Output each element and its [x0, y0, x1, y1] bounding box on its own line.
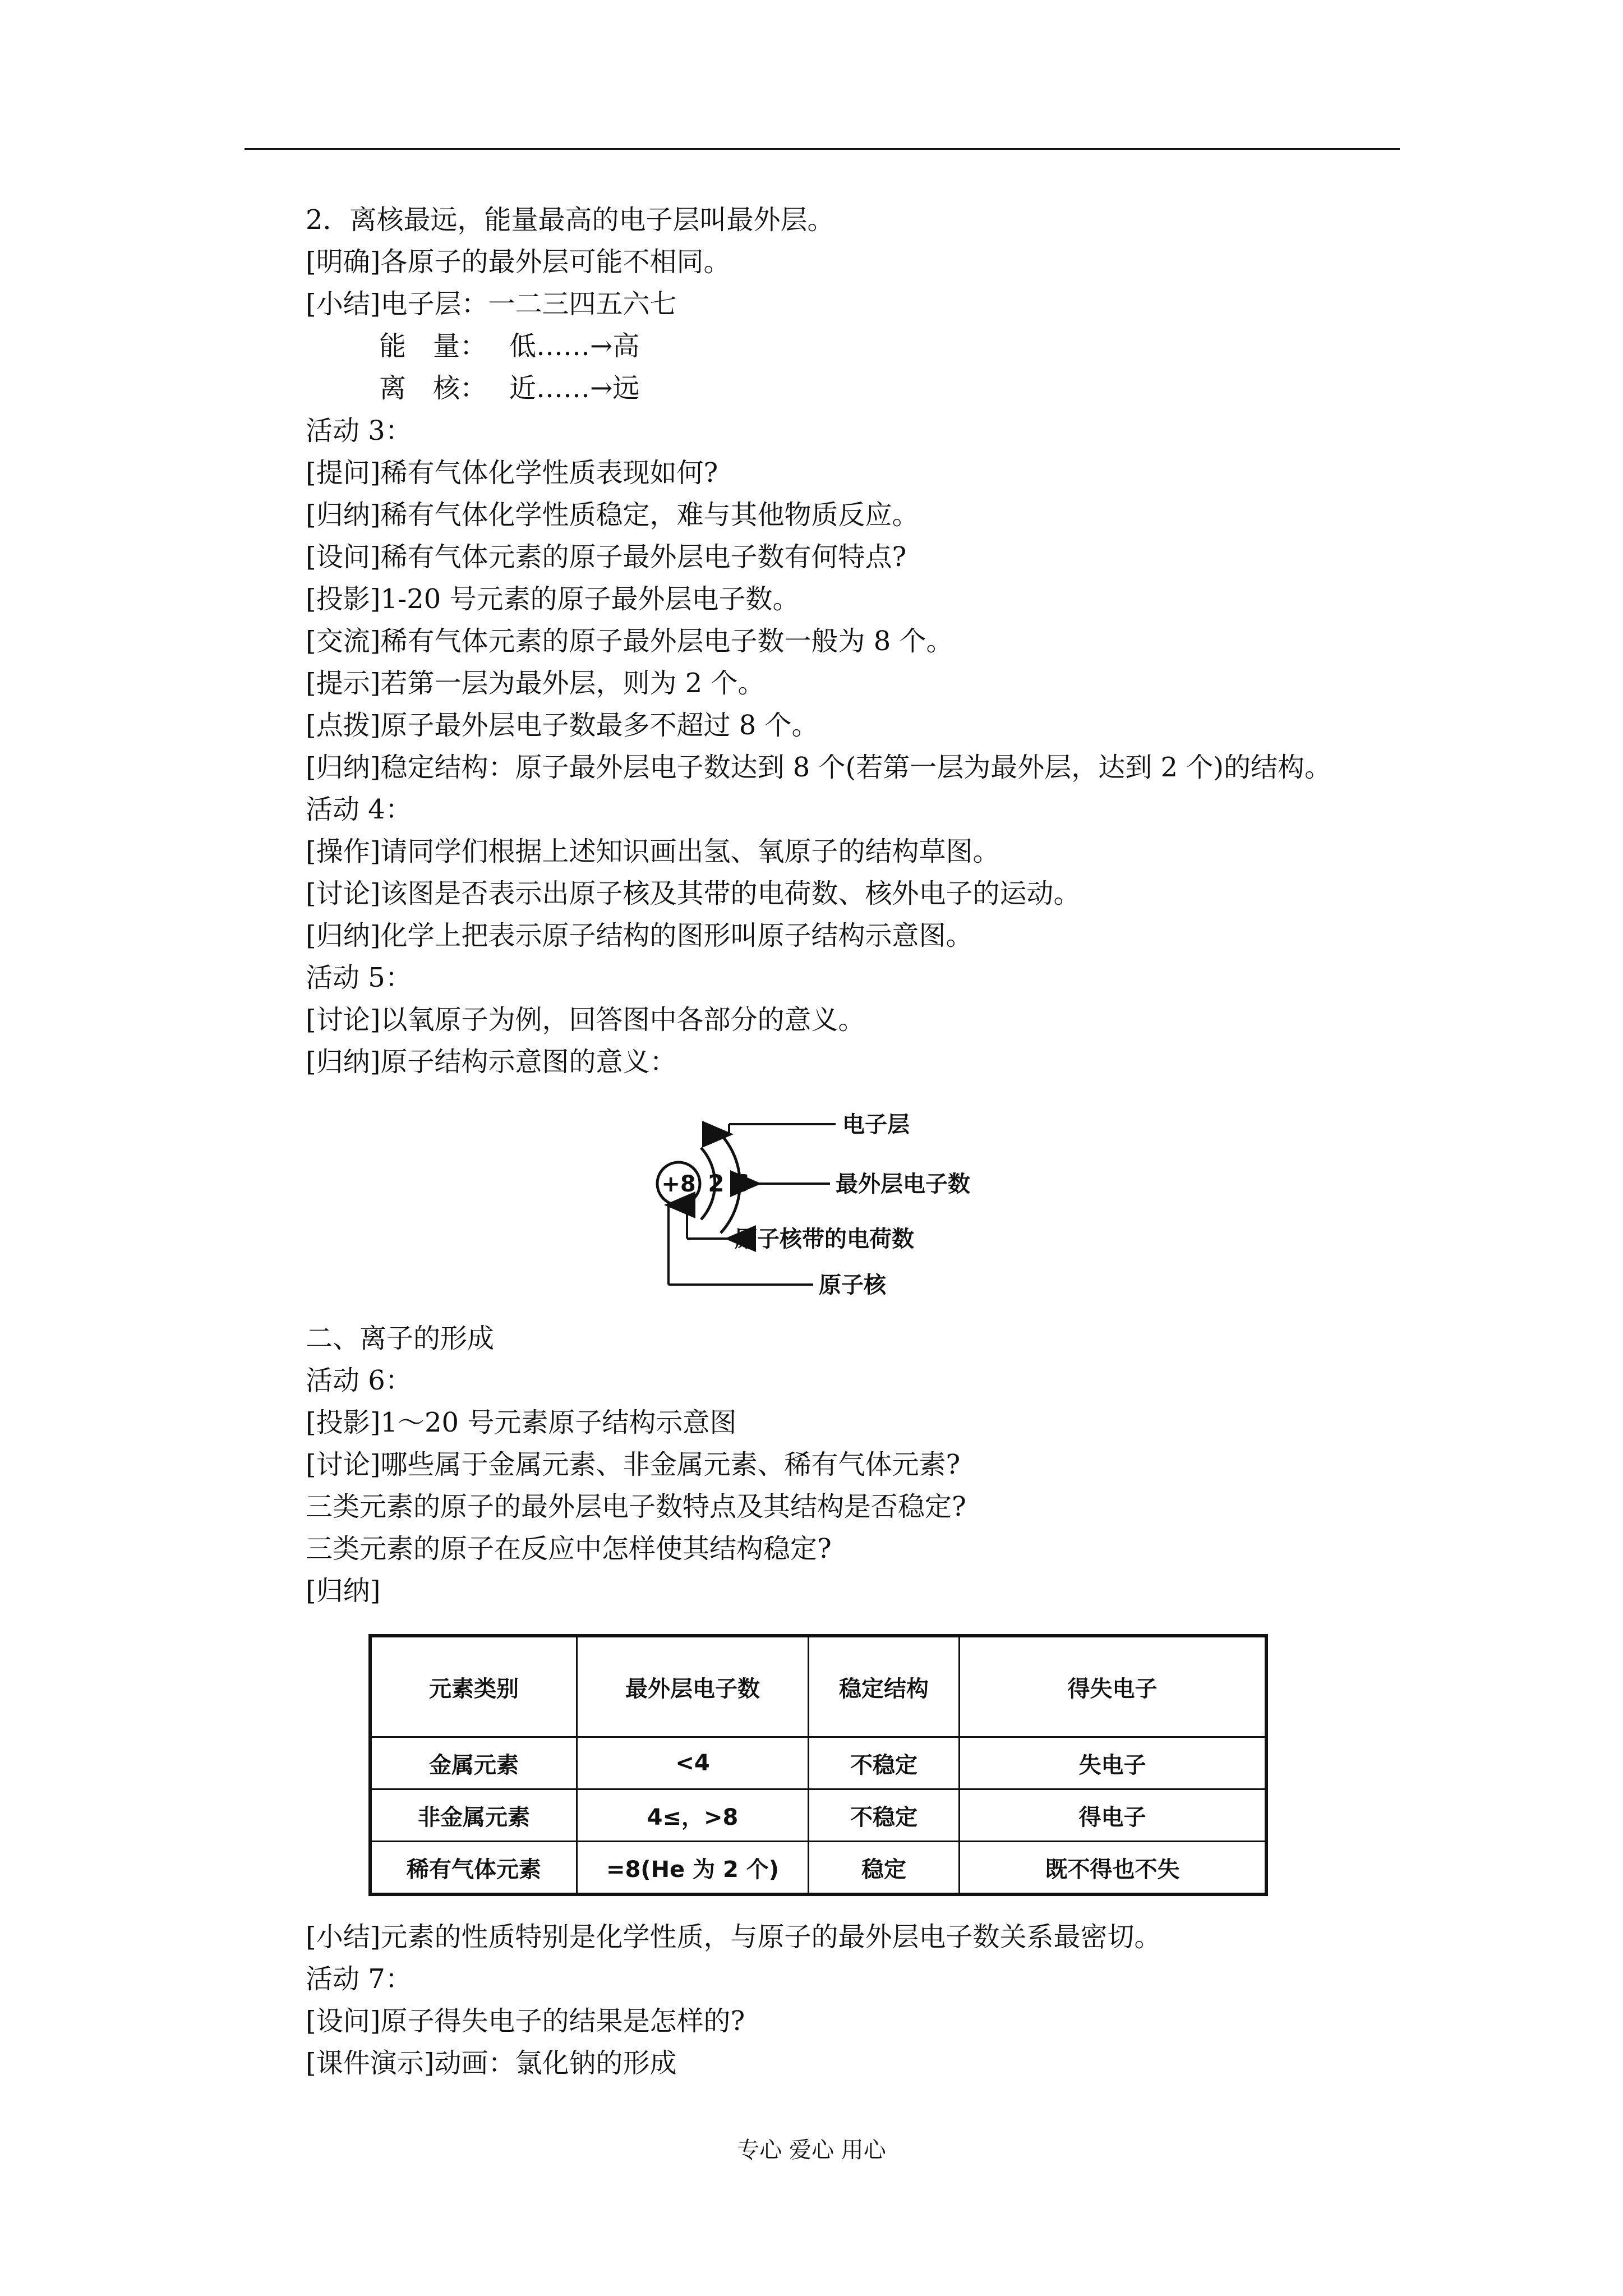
activity-heading: 活动 6： — [306, 1365, 412, 1396]
table-cell: 既不得也不失 — [960, 1842, 1267, 1895]
distance-value: 近……→远 — [509, 372, 640, 404]
table-row — [370, 1737, 1266, 1789]
table-cell: 金属元素 — [370, 1737, 577, 1789]
distance-label: 离 核： — [379, 372, 487, 404]
inner-shell-count: 2 — [708, 1170, 725, 1197]
activity-heading: 活动 3： — [306, 415, 412, 447]
text-line: [归纳]原子结构示意图的意义： — [306, 1046, 677, 1078]
text-line: [设问]稀有气体元素的原子最外层电子数有何特点? — [306, 541, 907, 573]
nucleus-charge: +8 — [661, 1171, 696, 1197]
label-outer-count: 最外层电子数 — [836, 1171, 970, 1197]
text-line: [交流]稀有气体元素的原子最外层电子数一般为 8 个。 — [306, 625, 953, 657]
text-line: [讨论]该图是否表示出原子核及其带的电荷数、核外电子的运动。 — [306, 878, 1081, 909]
label-shell: 电子层 — [842, 1112, 910, 1138]
table-cell: 不稳定 — [809, 1737, 960, 1789]
table-row — [370, 1789, 1266, 1842]
text-line: [课件演示]动画：氯化钠的形成 — [306, 2047, 677, 2079]
outer-shell-count: 6 — [733, 1170, 750, 1197]
text-line: [明确]各原子的最外层可能不相同。 — [306, 246, 731, 278]
text-line: 三类元素的原子在反应中怎样使其结构稳定? — [306, 1533, 832, 1565]
text-line: [提示]若第一层为最外层，则为 2 个。 — [306, 668, 765, 699]
table-cell: 4≤，>8 — [577, 1789, 809, 1842]
text-line: [操作]请同学们根据上述知识画出氢、氧原子的结构草图。 — [306, 836, 1000, 867]
text-line: [小结]元素的性质特别是化学性质，与原子的最外层电子数关系最密切。 — [306, 1921, 1161, 1953]
text-line: [归纳]化学上把表示原子结构的图形叫原子结构示意图。 — [306, 920, 973, 951]
text-line: [讨论]哪些属于金属元素、非金属元素、稀有气体元素? — [306, 1449, 961, 1480]
label-nucleus: 原子核 — [819, 1272, 886, 1298]
element-classification-table — [368, 1634, 1268, 1896]
distance-line — [379, 371, 639, 405]
table-cell: 稳定 — [809, 1842, 960, 1895]
table-cell: 不稳定 — [809, 1789, 960, 1842]
label-charge: 原子核带的电荷数 — [735, 1226, 914, 1252]
text-line: 三类元素的原子的最外层电子数特点及其结构是否稳定? — [306, 1491, 966, 1522]
energy-label: 能 量： — [379, 330, 487, 362]
activity-heading: 活动 4： — [306, 794, 412, 825]
table-cell: <4 — [577, 1737, 809, 1789]
text-line: 2．离核最远，能量最高的电子层叫最外层。 — [306, 204, 834, 236]
table-header-row — [370, 1636, 1266, 1737]
table-header: 得失电子 — [960, 1636, 1267, 1737]
table-cell: =8(He 为 2 个) — [577, 1842, 809, 1895]
table-row — [370, 1842, 1266, 1895]
text-line: [设问]原子得失电子的结果是怎样的? — [306, 2005, 745, 2037]
table-cell: 失电子 — [960, 1737, 1267, 1789]
text-line: [归纳]稳定结构：原子最外层电子数达到 8 个(若第一层为最外层，达到 2 个)的结构。 — [306, 752, 1332, 783]
text-line: [归纳] — [306, 1575, 381, 1607]
energy-line — [379, 329, 639, 363]
table-header: 最外层电子数 — [577, 1636, 809, 1737]
text-line: [投影]1～20 号元素原子结构示意图 — [306, 1407, 737, 1438]
section-heading: 二、离子的形成 — [306, 1323, 495, 1354]
table-header: 元素类别 — [370, 1636, 577, 1737]
text-line: [讨论]以氧原子为例，回答图中各部分的意义。 — [306, 1004, 865, 1036]
text-line: [提问]稀有气体化学性质表现如何? — [306, 457, 718, 489]
table-header: 稳定结构 — [809, 1636, 960, 1737]
table-cell: 非金属元素 — [370, 1789, 577, 1842]
text-line: [投影]1-20 号元素的原子最外层电子数。 — [306, 583, 800, 615]
activity-heading: 活动 7： — [306, 1963, 412, 1995]
header-rule — [245, 148, 1400, 150]
energy-value: 低……→高 — [509, 330, 640, 362]
page-footer: 专心 爱心 用心 — [737, 2137, 886, 2163]
atom-structure-diagram — [645, 1094, 981, 1313]
table-cell: 稀有气体元素 — [370, 1842, 577, 1895]
text-line: [点拨]原子最外层电子数最多不超过 8 个。 — [306, 710, 819, 741]
table-cell: 得电子 — [960, 1789, 1267, 1842]
text-line: [小结]电子层：一二三四五六七 — [306, 288, 677, 320]
text-line: [归纳]稀有气体化学性质稳定，难与其他物质反应。 — [306, 499, 919, 531]
activity-heading: 活动 5： — [306, 962, 412, 993]
